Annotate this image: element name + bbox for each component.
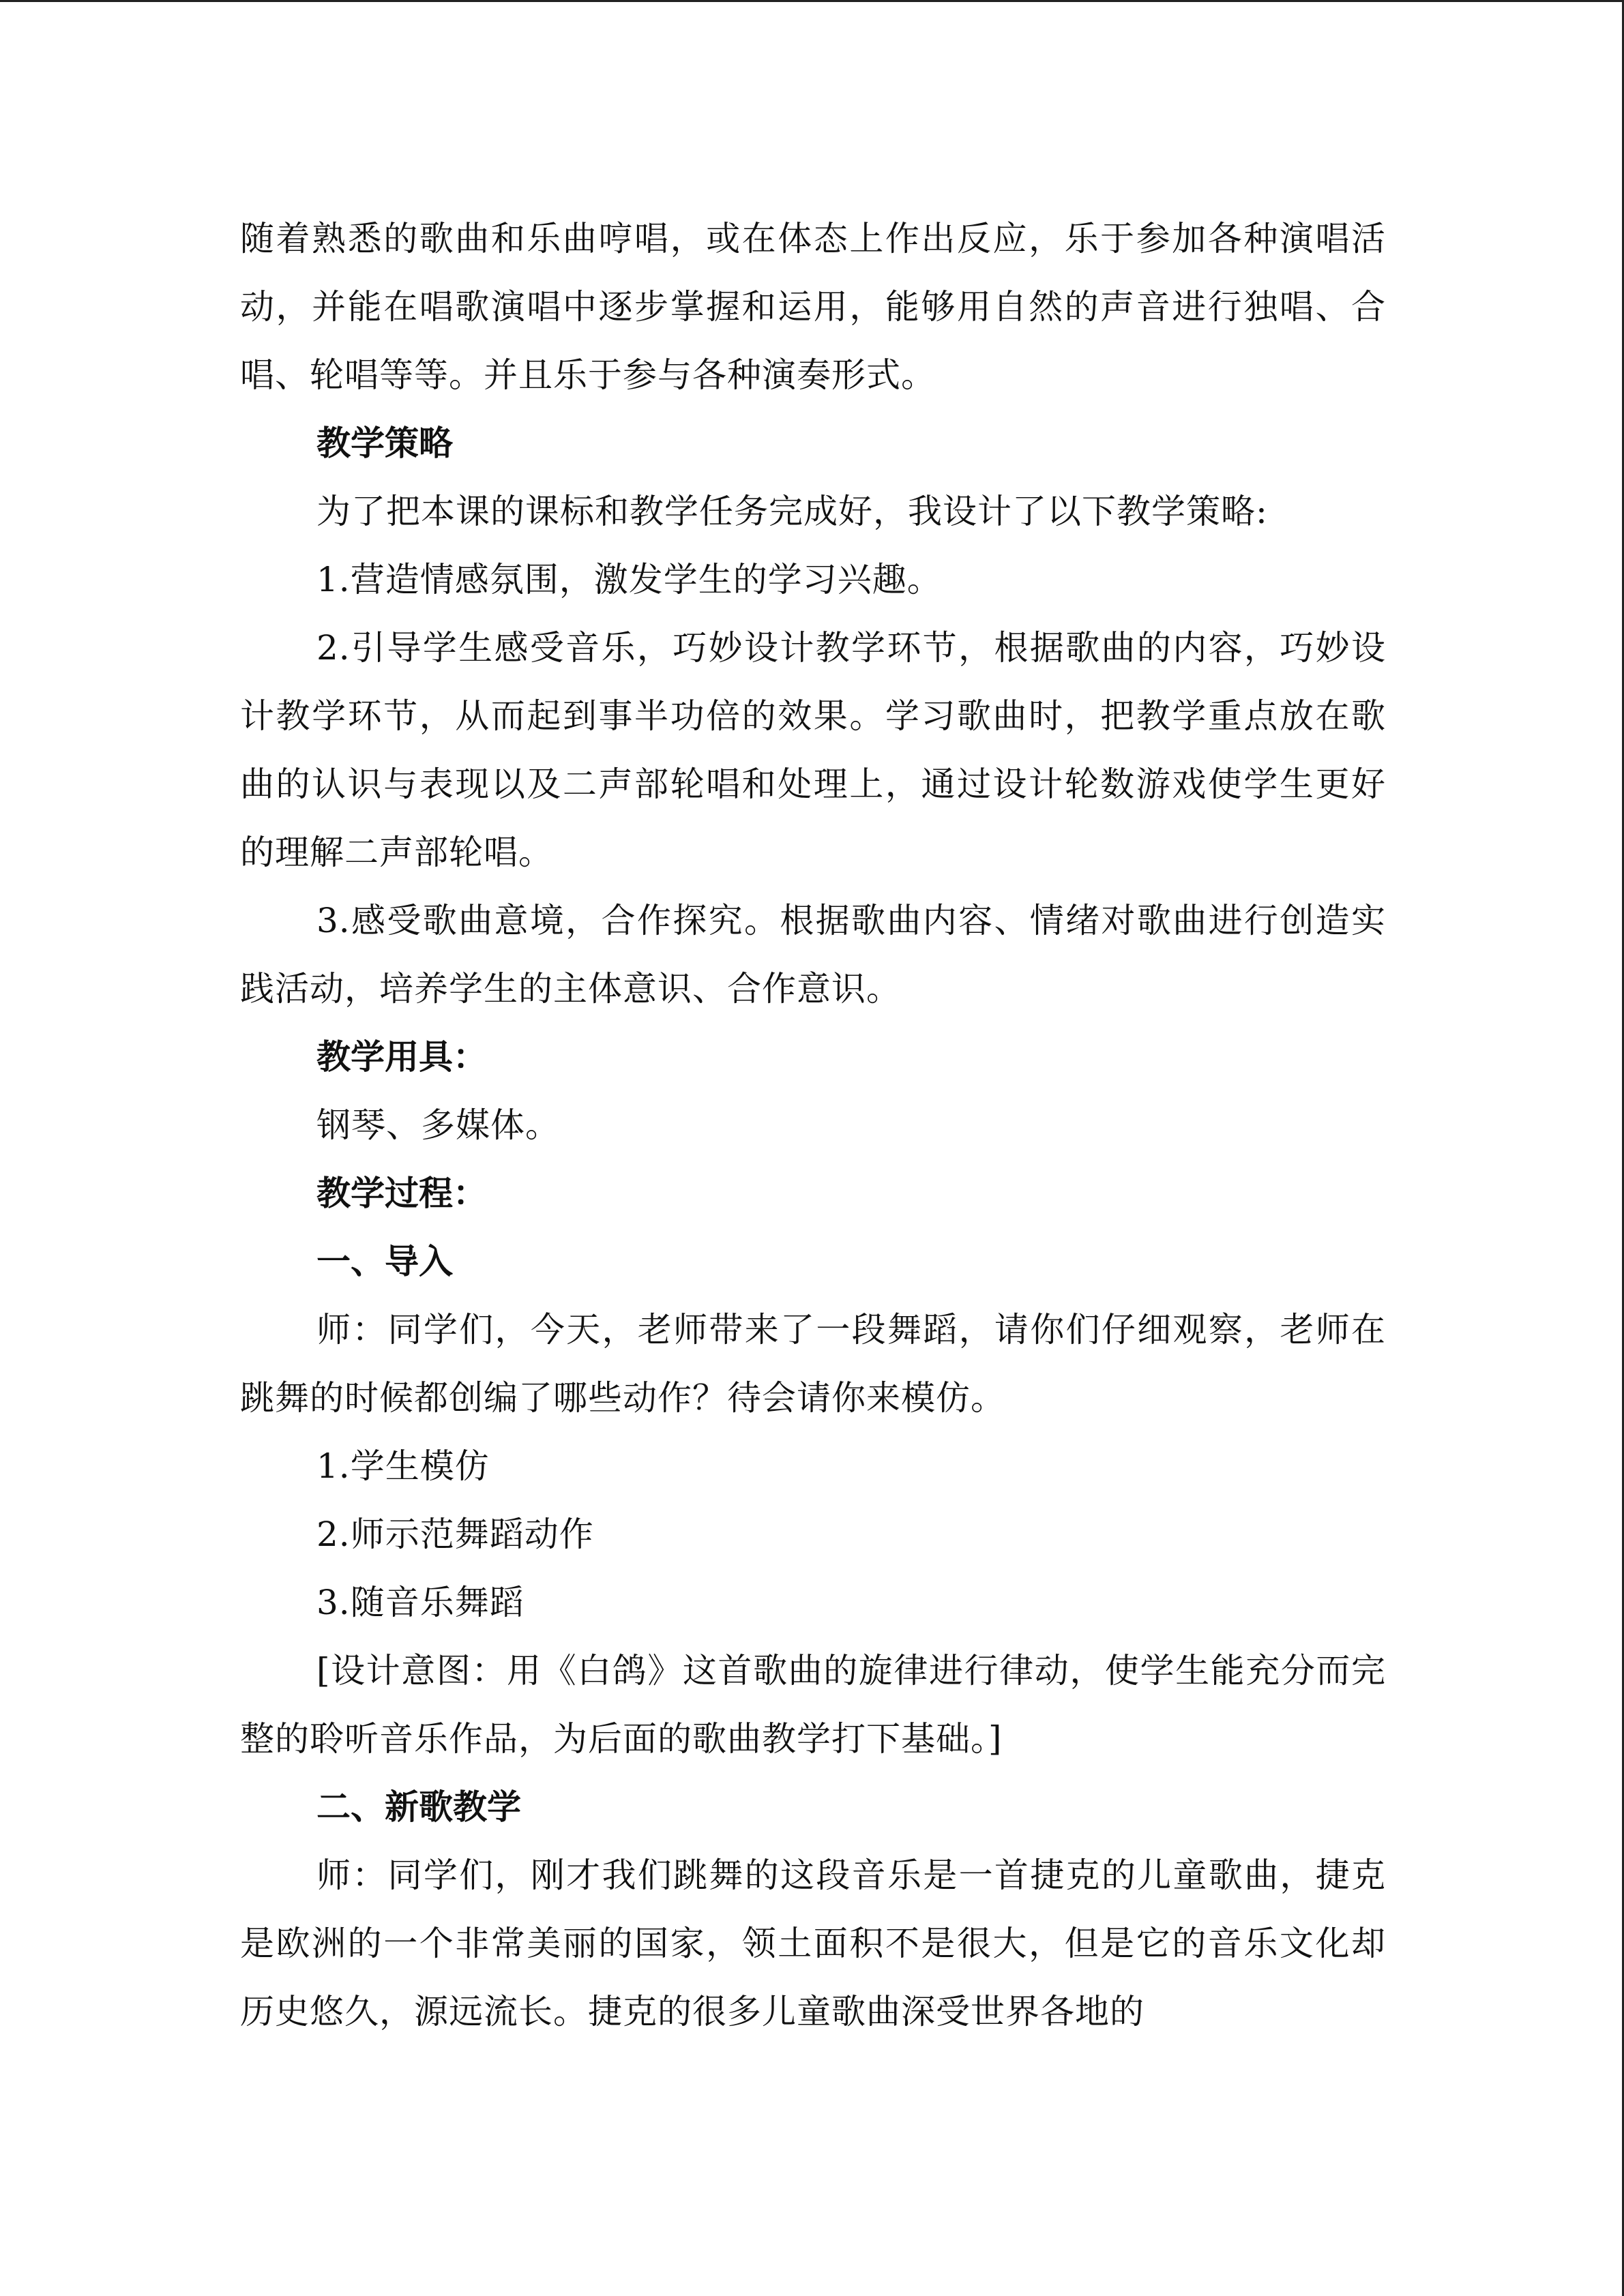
- paragraph-intro-step-1: 1.学生模仿: [316, 1446, 490, 1486]
- heading-teaching-tools: 教学用具：: [316, 1037, 487, 1077]
- paragraph-strategy-1: 1.营造情感氛围，激发学生的学习兴趣。: [316, 560, 942, 599]
- paragraph-singing-goals: 随着熟悉的歌曲和乐曲哼唱，或在体态上作出反应，乐于参加各种演唱活动，并能在唱歌演唱中逐步掌握和运用，能够用自然的声音进行独唱、合唱、轮唱等等。并且乐于参与各种演奏形式。: [240, 219, 1386, 395]
- paragraph-strategy-intro: 为了把本课的课标和教学任务完成好，我设计了以下教学策略:: [316, 492, 1268, 531]
- paragraph-intro-step-3: 3.随音乐舞蹈: [316, 1583, 525, 1622]
- document-body: [240, 205, 1386, 2046]
- paragraph-strategy-3: 3.感受歌曲意境，合作探究。根据歌曲内容、情绪对歌曲进行创造实践活动，培养学生的主体意识、合作意识。: [240, 901, 1386, 1009]
- heading-new-song-teaching: 二、新歌教学: [316, 1787, 521, 1827]
- paragraph-intro-teacher: 师：同学们，今天，老师带来了一段舞蹈，请你们仔细观察，老师在跳舞的时候都创编了哪些动作？待会请你来模仿。: [240, 1310, 1386, 1418]
- paragraph-design-intent: [设计意图：用《白鸽》这首歌曲的旋律进行律动，使学生能充分而完整的聆听音乐作品，为后面的歌曲教学打下基础。]: [240, 1651, 1386, 1759]
- heading-introduction: 一、导入: [316, 1242, 453, 1281]
- paragraph-new-song-teacher: 师：同学们，刚才我们跳舞的这段音乐是一首捷克的儿童歌曲，捷克是欧洲的一个非常美丽的国家，领土面积不是很大，但是它的音乐文化却历史悠久，源远流长。捷克的很多儿童歌曲深受世界各地的: [240, 1855, 1386, 2031]
- heading-teaching-strategy: 教学策略: [316, 423, 453, 463]
- paragraph-intro-step-2: 2.师示范舞蹈动作: [316, 1515, 594, 1554]
- paragraph-strategy-2: 2.引导学生感受音乐，巧妙设计教学环节，根据歌曲的内容，巧妙设计教学环节，从而起到事半功倍的效果。学习歌曲时，把教学重点放在歌曲的认识与表现以及二声部轮唱和处理上，通过设计轮数游戏使学生更好的理解二声部轮唱。: [240, 628, 1386, 872]
- heading-teaching-process: 教学过程：: [316, 1174, 487, 1213]
- paragraph-teaching-tools: 钢琴、多媒体。: [316, 1105, 560, 1145]
